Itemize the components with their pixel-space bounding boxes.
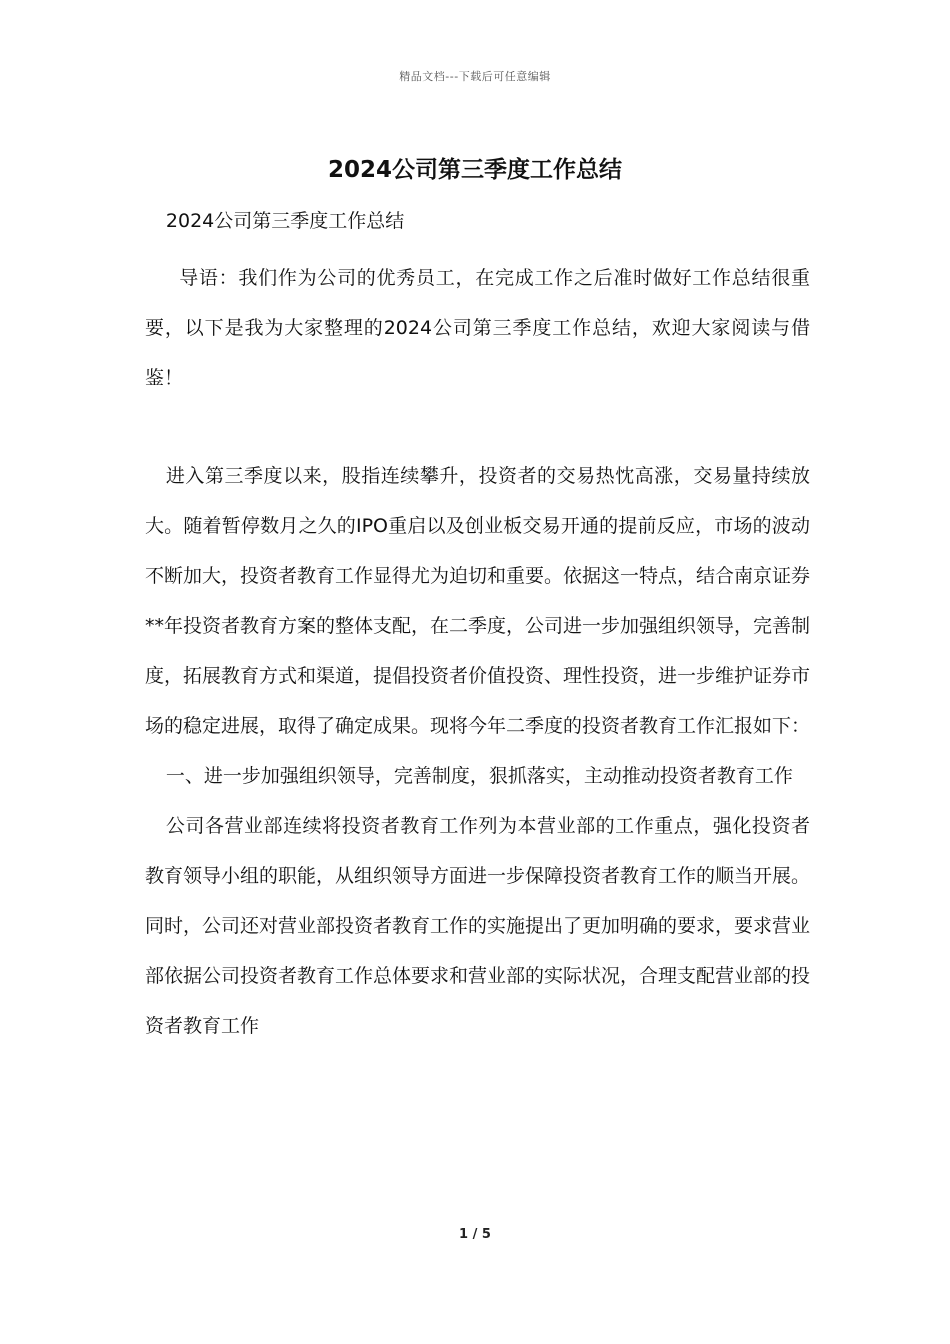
paragraph-intro: 导语：我们作为公司的优秀员工，在完成工作之后准时做好工作总结很重要，以下是我为大家整理的2024公司第三季度工作总结，欢迎大家阅读与借鉴！ bbox=[145, 267, 810, 389]
paragraph-spacer bbox=[145, 403, 810, 451]
document-body bbox=[145, 203, 810, 1051]
paragraph-overview: 进入第三季度以来，股指连续攀升，投资者的交易热忱高涨，交易量持续放大。随着暂停数月之久的IPO重启以及创业板交易开通的提前反应，市场的波动不断加大，投资者教育工作显得尤为迫切和重要。依据这一特点，结合南京证券**年投资者教育方案的整体支配，在二季度，公司进一步加强组织领导，完善制度，拓展教育方式和渠道，提倡投资者价值投资、理性投资，进一步维护证券市场的稳定进展，取得了确定成果。现将今年二季度的投资者教育工作汇报如下： bbox=[145, 465, 811, 737]
document-title: 2024公司第三季度工作总结 bbox=[327, 157, 622, 183]
section-heading-one: 一、进一步加强组织领导，完善制度，狠抓落实，主动推动投资者教育工作 bbox=[165, 765, 793, 787]
paragraph-section-one: 公司各营业部连续将投资者教育工作列为本营业部的工作重点，强化投资者教育领导小组的职能，从组织领导方面进一步保障投资者教育工作的顺当开展。同时，公司还对营业部投资者教育工作的实施提出了更加明确的要求，要求营业部依据公司投资者教育工作总体要求和营业部的实际状况，合理支配营业部的投资者教育工作 bbox=[145, 815, 811, 1037]
header-note: 精品文档---下载后可任意编辑 bbox=[399, 70, 551, 83]
document-subtitle: 2024公司第三季度工作总结 bbox=[165, 210, 405, 232]
page-number: 1 / 5 bbox=[459, 1227, 491, 1242]
